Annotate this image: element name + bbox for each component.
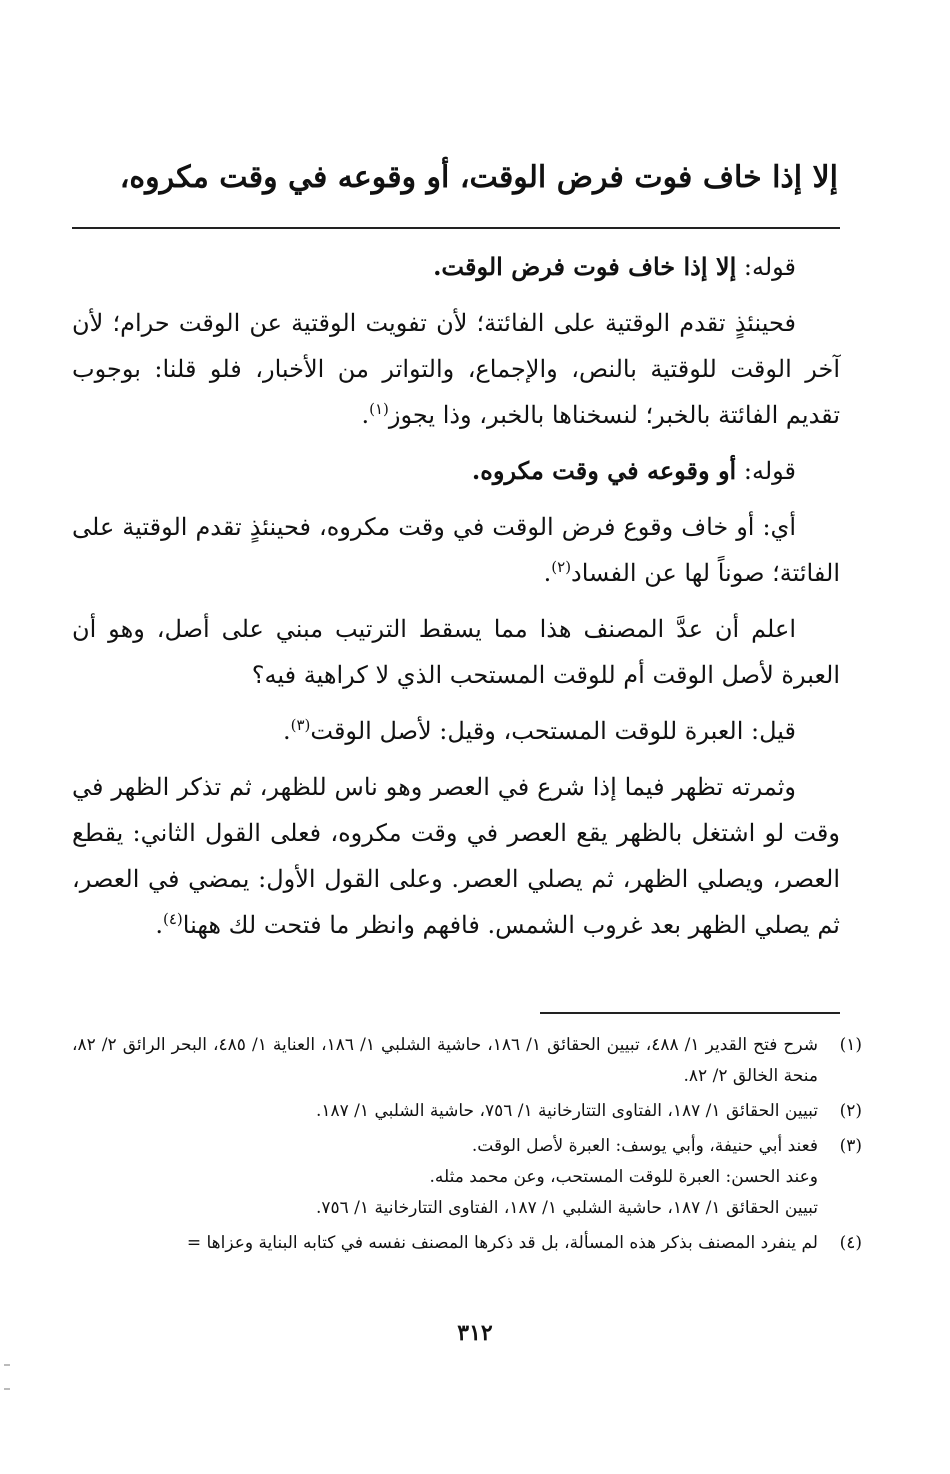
quoted-matn: إلا إذا خاف فوت فرض الوقت. — [433, 252, 737, 281]
footnote-2 — [72, 1096, 862, 1127]
main-text — [72, 244, 840, 958]
paragraph-quote-1 — [72, 244, 840, 290]
paragraph-commentary-5: وثمرته تظهر فيما إذا شرع في العصر وهو ناس للظهر، ثم تذكر الظهر في وقت لو اشتغل بالظهر يقع العصر في وقت مكروه، فعلى القول الثاني: يقطع العصر، ويصلي الظهر، ثم يصلي العصر. وعلى القول الأول: يمضي في العصر، ثم يصلي الظهر بعد غروب الشمس. فافهم وانظر ما فتحت لك ههنا$^{(٤)}$. — [72, 773, 840, 939]
footnote-ref-2[interactable]: (٢) — [551, 558, 572, 576]
page-number: ٣١٢ — [457, 1320, 493, 1346]
quoted-matn: أو وقوعه في وقت مكروه. — [471, 456, 737, 485]
scan-margin-mark — [4, 1364, 10, 1366]
footnote-ref-1[interactable]: (١) — [369, 400, 389, 418]
running-header-title: إلا إذا خاف فوت فرض الوقت، أو وقوعه في وقت مكروه، — [119, 160, 838, 195]
footnote-text: لم ينفرد المصنف بذكر هذه المسألة، بل قد ذكرها المصنف نفسه في كتابه البناية وعزاها = — [186, 1233, 818, 1253]
header-divider — [72, 227, 840, 229]
footnote-divider — [540, 1012, 840, 1014]
footnotes-section — [72, 1030, 862, 1263]
paragraph-commentary-1: فحينئذٍ تقدم الوقتية على الفائتة؛ لأن تفويت الوقتية عن الوقت حرام؛ لأن آخر الوقت للوقتية بالنص، والإجماع، والتواتر من الأخبار، فلو قلنا: بوجوب تقديم الفائتة بالخبر؛ لنسخناها بالخبر، وذا يجوز$^{(١)}$. — [72, 309, 840, 429]
quote-label: قوله: — [736, 253, 796, 281]
paragraph-commentary-4: قيل: العبرة للوقت المستحب، وقيل: لأصل الوقت$^{(٣)}$. — [282, 716, 796, 745]
footnote-text: فعند أبي حنيفة، وأبي يوسف: العبرة لأصل الوقت. وعند الحسن: العبرة للوقت المستحب، وعن محمد مثله. تبيين الحقائق ١/ ١٨٧، حاشية الشلبي ١/ ١٨٧، الفتاوى التتارخانية ١/ ٧٥٦. — [315, 1136, 818, 1218]
footnote-1 — [72, 1030, 862, 1092]
footnote-number: (٢) — [839, 1101, 862, 1121]
footnote-text: شرح فتح القدير ١/ ٤٨٨، تبيين الحقائق ١/ ١٨٦، حاشية الشلبي ١/ ١٨٦، العناية ١/ ٤٨٥، البحر الرائق ٢/ ٨٢، منحة الخالق ٢/ ٨٢. — [72, 1035, 819, 1086]
footnote-3 — [72, 1131, 862, 1224]
footnote-ref-3[interactable]: (٣) — [290, 716, 311, 734]
paragraph-quote-2 — [72, 448, 840, 494]
footnote-number: (٣) — [839, 1136, 862, 1156]
paragraph-commentary-2: أي: أو خاف وقوع فرض الوقت في وقت مكروه، فحينئذٍ تقدم الوقتية على الفائتة؛ صوناً لها عن الفساد$^{(٢)}$. — [72, 513, 840, 587]
quote-label: قوله: — [736, 457, 796, 485]
footnote-4 — [72, 1228, 862, 1259]
scan-margin-mark — [4, 1388, 10, 1390]
footnote-number: (٤) — [839, 1233, 862, 1253]
footnote-number: (١) — [839, 1035, 862, 1055]
footnote-text: تبيين الحقائق ١/ ١٨٧، الفتاوى التتارخانية ١/ ٧٥٦، حاشية الشلبي ١/ ١٨٧. — [315, 1101, 818, 1121]
footnote-ref-4[interactable]: (٤) — [162, 910, 183, 928]
paragraph-commentary-3: اعلم أن عدَّ المصنف هذا مما يسقط الترتيب مبني على أصل، وهو أن العبرة لأصل الوقت أم للوقت المستحب الذي لا كراهية فيه؟ — [72, 615, 840, 689]
